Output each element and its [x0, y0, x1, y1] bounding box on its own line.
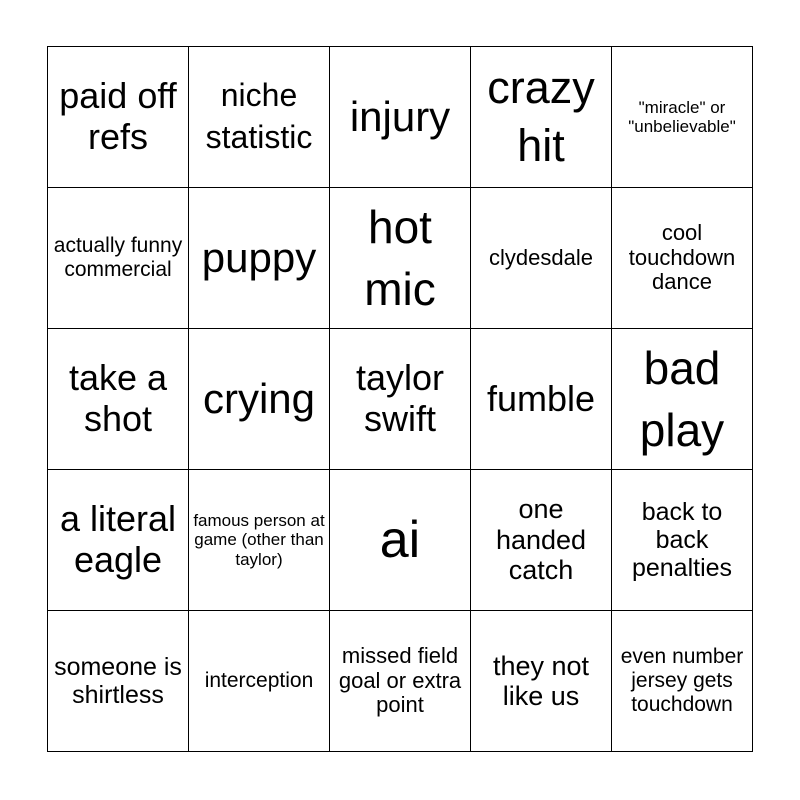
bingo-cell-r1-c4[interactable]: [471, 47, 612, 188]
cell-label: taylor swift: [355, 357, 445, 439]
cell-label: take a shot: [68, 357, 168, 439]
bingo-cell-r3-c3[interactable]: [330, 329, 471, 470]
cell-label: cool touchdown dance: [628, 219, 736, 295]
bingo-cell-r5-c3[interactable]: [330, 611, 471, 752]
bingo-cell-r1-c1[interactable]: [48, 47, 189, 188]
bingo-cell-r2-c5[interactable]: [612, 188, 753, 329]
bingo-cell-r2-c4[interactable]: [471, 188, 612, 329]
cell-label: actually funny commercial: [53, 234, 183, 281]
bingo-cell-r4-c5[interactable]: [612, 470, 753, 611]
bingo-cell-r4-c3[interactable]: [330, 470, 471, 611]
cell-label: back to back penalties: [631, 497, 733, 583]
bingo-cell-r3-c2[interactable]: [189, 329, 330, 470]
bingo-cell-r2-c2[interactable]: [189, 188, 330, 329]
bingo-cell-r5-c5[interactable]: [612, 611, 753, 752]
cell-label: a literal eagle: [59, 498, 177, 580]
bingo-board: [47, 46, 753, 752]
bingo-cell-r4-c2[interactable]: [189, 470, 330, 611]
cell-label: one handed catch: [495, 494, 587, 586]
cell-label: injury: [349, 93, 451, 141]
bingo-cell-r2-c1[interactable]: [48, 188, 189, 329]
cell-label: they not like us: [492, 650, 590, 711]
cell-label: hot mic: [364, 200, 436, 315]
bingo-cell-r4-c1[interactable]: [48, 470, 189, 611]
cell-label: puppy: [201, 234, 317, 282]
cell-label: niche statistic: [205, 77, 313, 155]
bingo-cell-r4-c4[interactable]: [471, 470, 612, 611]
cell-label: someone is shirtless: [54, 652, 182, 709]
bingo-cell-r3-c1[interactable]: [48, 329, 189, 470]
bingo-cell-r3-c4[interactable]: [471, 329, 612, 470]
bingo-cell-r5-c4[interactable]: [471, 611, 612, 752]
bingo-cell-r5-c1[interactable]: [48, 611, 189, 752]
cell-label: clydesdale: [489, 244, 593, 270]
cell-label: missed field goal or extra point: [338, 642, 462, 718]
cell-label: "miracle" or "unbelievable": [628, 97, 736, 136]
cell-label: crying: [202, 375, 316, 423]
cell-label: ai: [379, 510, 421, 569]
cell-label: interception: [204, 669, 314, 693]
bingo-cell-r1-c3[interactable]: [330, 47, 471, 188]
cell-label: famous person at game (other than taylor): [193, 511, 325, 569]
cell-label: paid off refs: [59, 75, 177, 157]
bingo-cell-r1-c2[interactable]: [189, 47, 330, 188]
bingo-cell-r3-c5[interactable]: [612, 329, 753, 470]
bingo-cell-r2-c3[interactable]: [330, 188, 471, 329]
bingo-cell-r1-c5[interactable]: [612, 47, 753, 188]
cell-label: fumble: [486, 377, 596, 419]
cell-label: crazy hit: [487, 61, 595, 171]
cell-label: even number jersey gets touchdown: [620, 645, 744, 716]
bingo-cell-r5-c2[interactable]: [189, 611, 330, 752]
cell-label: bad play: [639, 341, 725, 456]
